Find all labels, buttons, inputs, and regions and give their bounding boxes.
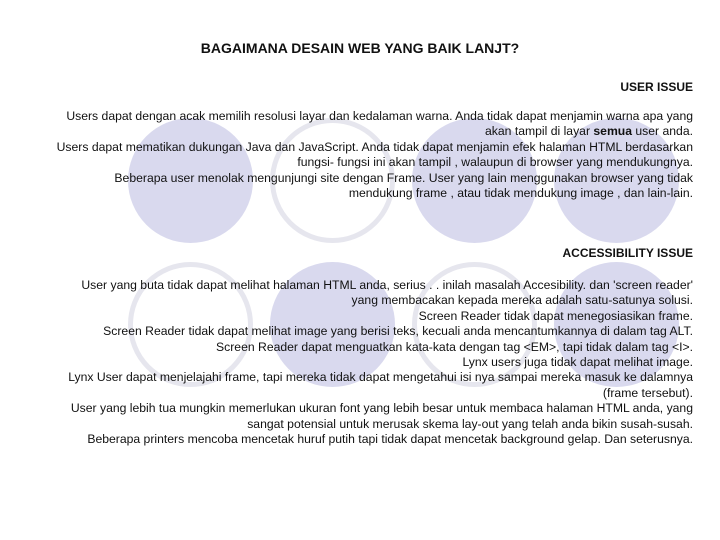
accessibility-paragraph: Screen Reader tidak dapat melihat image yang berisi teks, kecuali anda mencantumkannya di dalam tag ALT. [103, 324, 693, 339]
emphasis-text: semua [593, 124, 633, 139]
user-issue-paragraph [55, 109, 693, 140]
accessibility-paragraph: User yang lebih tua mungkin memerlukan ukuran font yang lebih besar untuk membaca halaman HTML anda, yang sangat potensial untuk merusak skema lay-out yang telah anda bikin susah-susah. [70, 401, 693, 431]
accessibility-paragraph: Lynx users juga tidak dapat melihat image. [462, 355, 693, 370]
user-issue-paragraph: Users dapat mematikan dukungan Java dan JavaScript. Anda tidak dapat menjamin efek halaman HTML berdasarkan fungsi- fungsi ini akan tampil , walaupun di browser yang mendukungnya. [56, 139, 693, 170]
accessibility-paragraph: Screen Reader tidak dapat menegosiasikan frame. [418, 308, 693, 323]
user-issue-body [55, 109, 693, 201]
accessibility-paragraph: Screen Reader dapat menguatkan kata-kata dengan tag <EM>, tapi tidak dalam tag <I>. [216, 339, 693, 354]
user-issue-paragraph: Beberapa user menolak mengunjungi site dengan Frame. User yang lain menggunakan browser yang tidak mendukung frame , atau tidak mendukung image , dan lain-lain. [114, 170, 693, 201]
page-title: BAGAIMANA DESAIN WEB YANG BAIK LANJT? [200, 40, 520, 56]
accessibility-issue-body [55, 278, 693, 447]
accessibility-issue-heading: ACCESSIBILITY ISSUE [562, 246, 693, 260]
paragraph-text: user anda. [632, 124, 693, 139]
user-issue-heading: USER ISSUE [620, 80, 693, 94]
accessibility-paragraph: Beberapa printers mencoba mencetak huruf putih tapi tidak dapat mencetak background gelap. Dan seterusnya. [87, 432, 693, 447]
accessibility-paragraph: User yang buta tidak dapat melihat halaman HTML anda, serius . . inilah masalah Accesibility. dan 'screen reader' yang membacakan kepada mereka adalah satu-satunya solusi. [81, 278, 693, 308]
paragraph-text: Users dapat dengan acak memilih resolusi layar dan kedalaman warna. Anda tidak dapat menjamin warna apa yang akan tampil di layar [66, 109, 693, 139]
accessibility-paragraph: Lynx User dapat menjelajahi frame, tapi mereka tidak dapat mengetahui isi nya sampai mereka masuk ke dalamnya (frame tersebut). [68, 370, 693, 400]
